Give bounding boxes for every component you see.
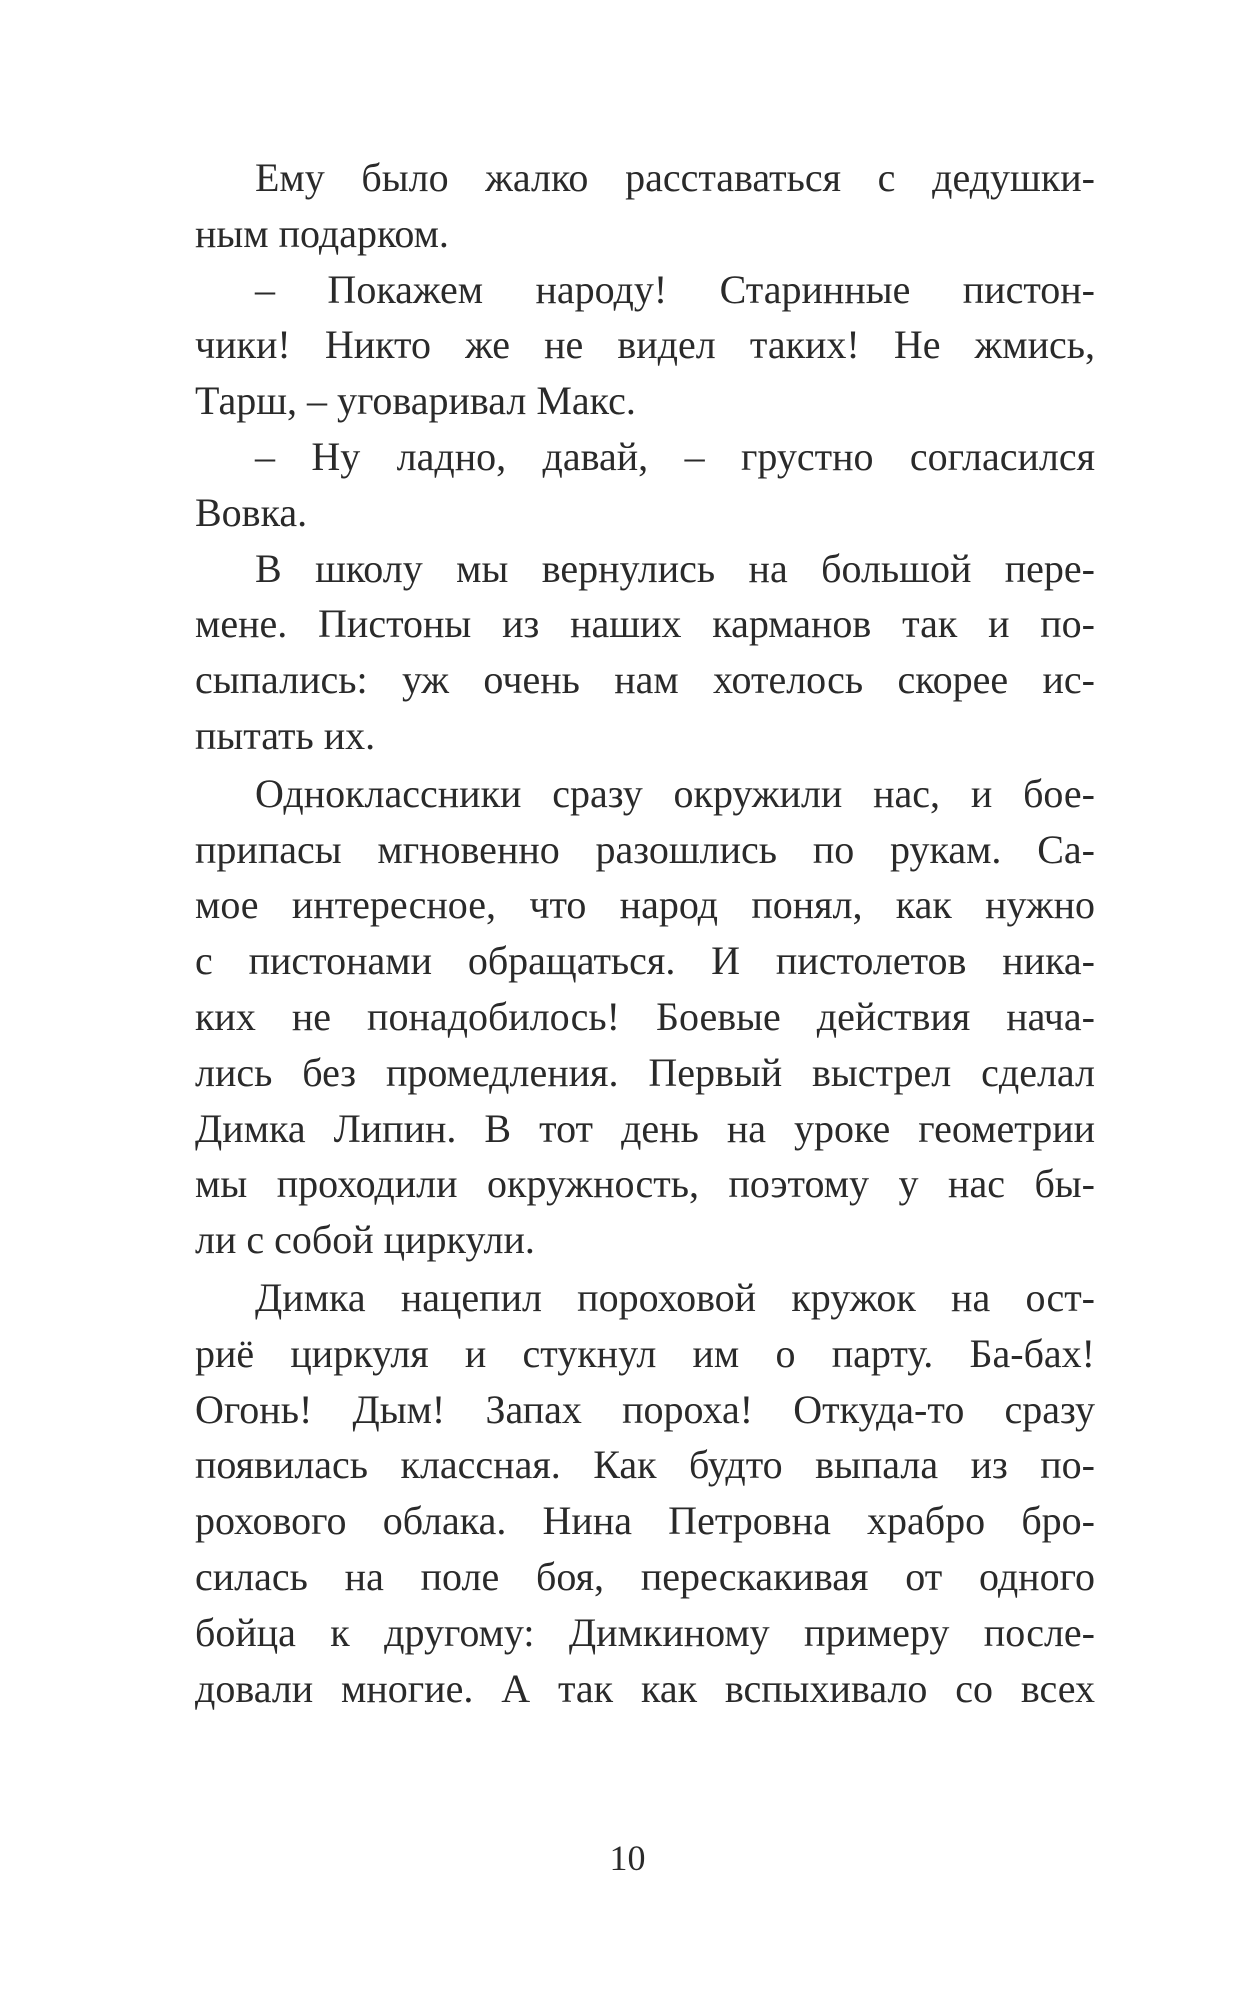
- text-line: Вовка.: [195, 489, 308, 535]
- text-line: Ему было жалко расставаться с дедушки-: [255, 155, 1095, 200]
- text-line: Огонь! Дым! Запах пороха! Откуда-то сразу: [195, 1386, 1095, 1432]
- text-line: сыпались: уж очень нам хотелось скорее ис-: [195, 657, 1095, 703]
- text-line: Димка нацепил пороховой кружок на ост-: [255, 1274, 1095, 1320]
- text-line: чики! Никто же не видел таких! Не жмись,: [195, 322, 1095, 368]
- text-line: лись без промедления. Первый выстрел сделал: [195, 1049, 1095, 1095]
- text-line: бойца к другому: Димкиному примеру после-: [195, 1609, 1095, 1655]
- text-line: силась на поле боя, перескакивая от одного: [195, 1553, 1095, 1599]
- text-line: – Покажем народу! Старинные пистон-: [255, 266, 1095, 312]
- text-line: довали многие. А так как вспыхивало со всех: [195, 1665, 1095, 1711]
- text-line: пытать их.: [195, 712, 376, 758]
- text-line: В школу мы вернулись на большой пере-: [255, 545, 1095, 591]
- text-line: припасы мгновенно разошлись по рукам. Са-: [195, 826, 1095, 872]
- page-number: 10: [609, 1838, 646, 1878]
- text-line: риё циркуля и стукнул им о парту. Ба-бах!: [195, 1330, 1095, 1376]
- text-line: мое интересное, что народ понял, как нужно: [195, 882, 1095, 928]
- text-line: ным подарком.: [195, 210, 449, 256]
- body-text: [195, 150, 1095, 1716]
- text-line: Одноклассники сразу окружили нас, и бое-: [255, 770, 1095, 816]
- text-line: ли с собой циркули.: [195, 1217, 535, 1263]
- text-line: мы проходили окружность, поэтому у нас бы-: [195, 1161, 1095, 1207]
- text-line: мене. Пистоны из наших карманов так и по-: [195, 601, 1095, 647]
- text-line: появилась классная. Как будто выпала из по-: [195, 1442, 1095, 1488]
- text-line: с пистонами обращаться. И пистолетов ника-: [195, 938, 1095, 984]
- text-line: Димка Липин. В тот день на уроке геометрии: [195, 1105, 1095, 1151]
- text-line: рохового облака. Нина Петровна храбро бро-: [195, 1498, 1095, 1544]
- text-line: – Ну ладно, давай, – грустно согласился: [255, 433, 1095, 479]
- text-line: Тарш, – уговаривал Макс.: [195, 378, 636, 424]
- text-line: ких не понадобилось! Боевые действия нача-: [195, 993, 1095, 1039]
